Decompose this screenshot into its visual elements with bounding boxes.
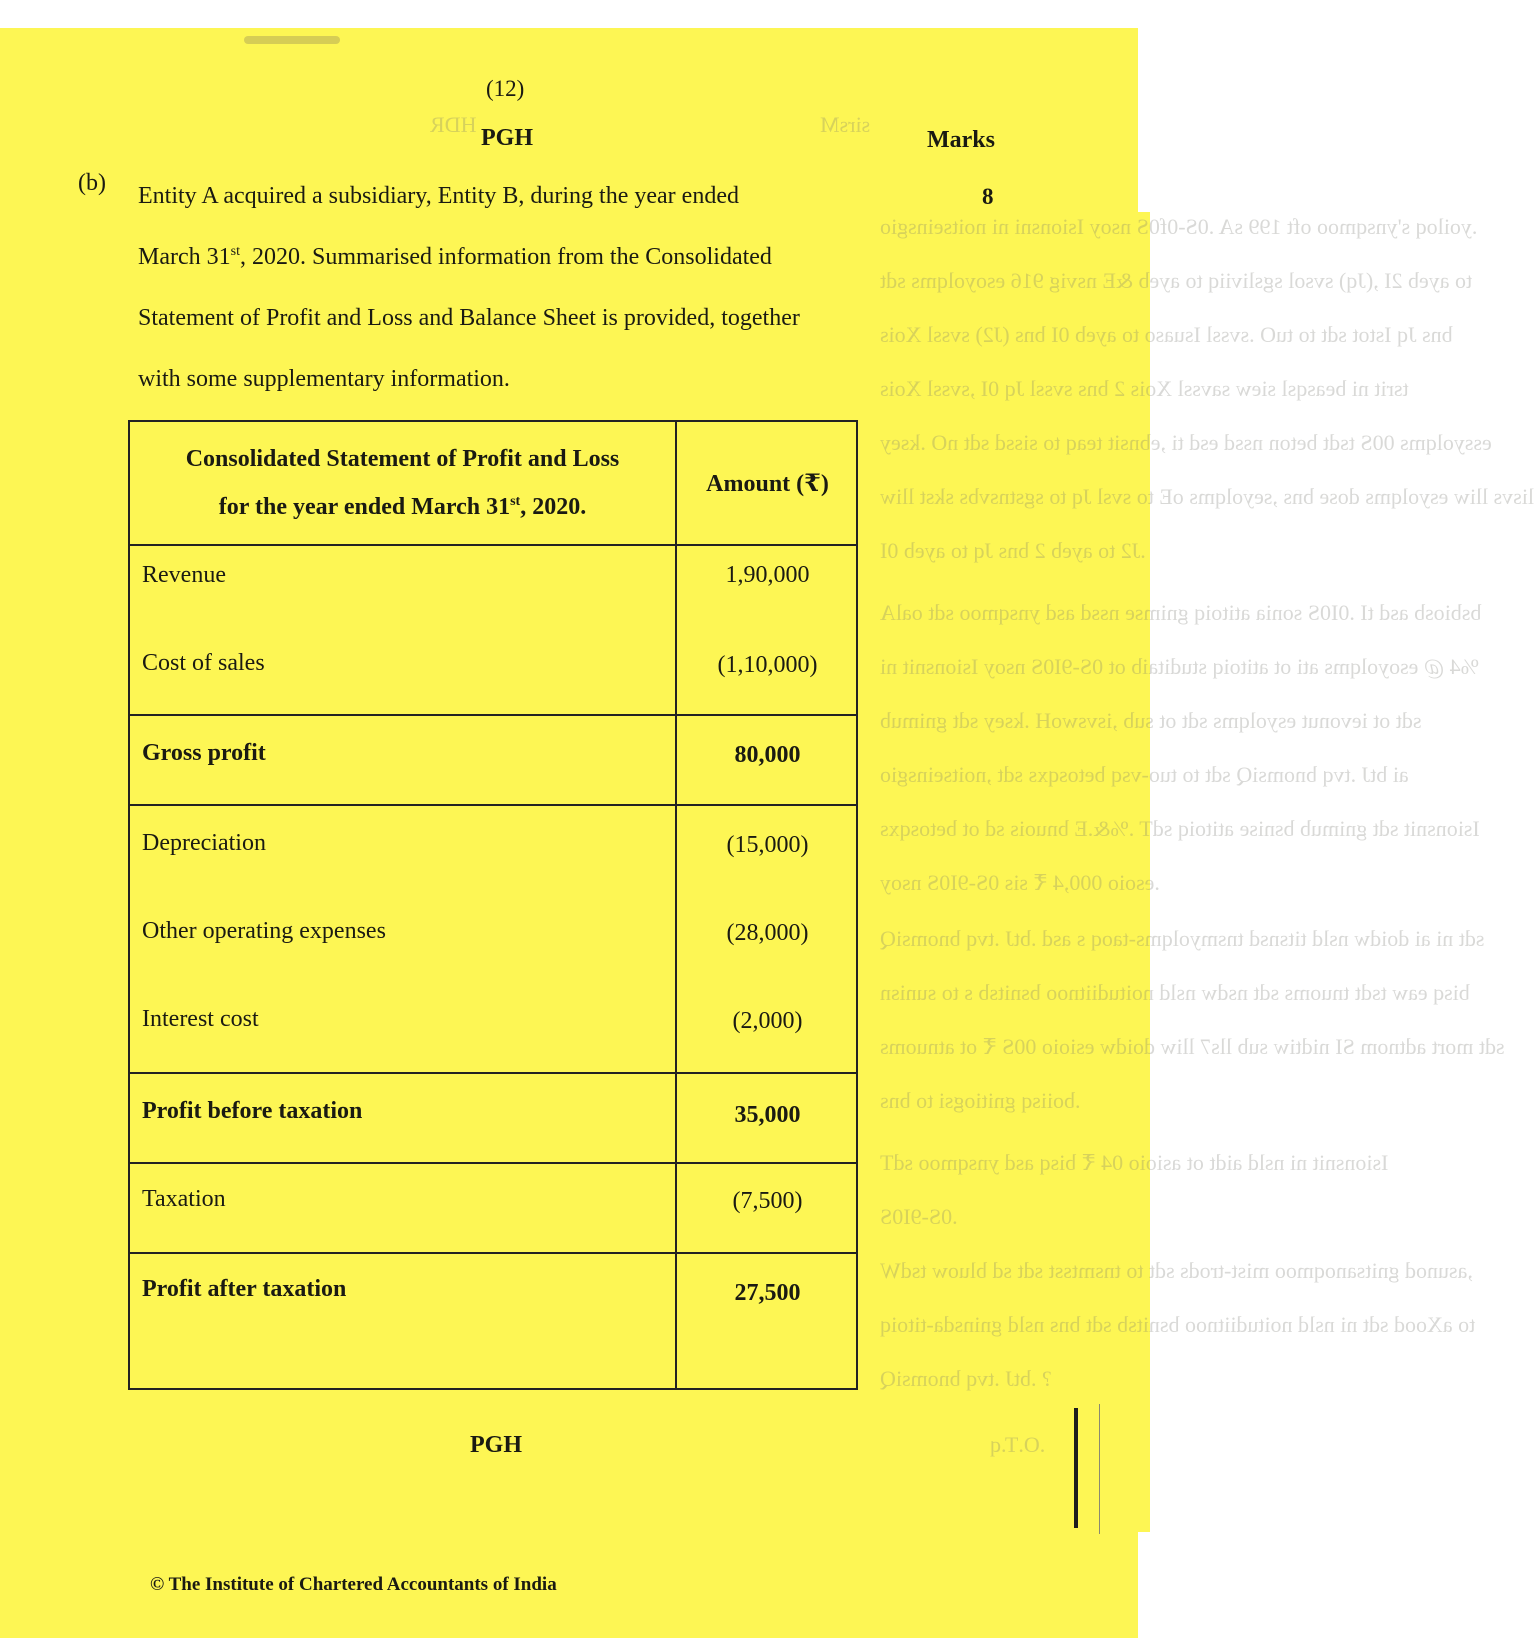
margin-mark xyxy=(1099,1404,1100,1534)
page-sheet-edge xyxy=(1138,212,1150,1532)
row-amount-other-operating-expenses: (28,000) xyxy=(726,920,809,946)
table-header-line xyxy=(219,483,586,531)
row-amount-taxation: (7,500) xyxy=(732,1188,803,1214)
row-label-profit-before-taxation: Profit before taxation xyxy=(142,1098,363,1124)
row-amount-gross-profit: 80,000 xyxy=(734,742,801,768)
profit-loss-table xyxy=(128,420,858,1390)
row-label-other-operating-expenses: Other operating expenses xyxy=(142,918,386,944)
row-label-taxation: Taxation xyxy=(142,1186,226,1212)
question-line: , 2020. Summarised information from the Consolidated xyxy=(239,244,772,270)
question-marks: 8 xyxy=(982,184,994,209)
marks-column-heading: Marks xyxy=(927,127,995,153)
row-divider xyxy=(130,544,856,546)
question-line: March 31 xyxy=(138,244,231,270)
row-divider xyxy=(130,1162,856,1164)
row-label-interest-cost: Interest cost xyxy=(142,1006,259,1032)
row-divider xyxy=(130,1252,856,1254)
ordinal-suffix: st xyxy=(510,494,521,509)
question-text xyxy=(138,166,912,410)
question-line: Statement of Profit and Loss and Balance Sheet is provided, together xyxy=(138,305,800,331)
row-label-profit-after-taxation: Profit after taxation xyxy=(142,1276,347,1302)
table-header-line: Consolidated Statement of Profit and Loss xyxy=(185,446,620,472)
ordinal-suffix: st xyxy=(230,244,240,259)
row-amount-revenue: 1,90,000 xyxy=(725,562,810,588)
row-label-depreciation: Depreciation xyxy=(142,830,266,856)
question-line: with some supplementary information. xyxy=(138,366,510,392)
row-amount-profit-before-taxation: 35,000 xyxy=(734,1102,801,1128)
table-header-text: for the year ended March 31 xyxy=(218,494,511,520)
page-number: (12) xyxy=(486,76,525,101)
footer-paper-code: PGH xyxy=(470,1432,522,1458)
table-header-title xyxy=(130,422,675,544)
row-label-revenue: Revenue xyxy=(142,562,226,588)
margin-mark xyxy=(1074,1408,1078,1528)
question-label: (b) xyxy=(78,170,106,196)
row-amount-profit-after-taxation: 27,500 xyxy=(734,1280,801,1306)
row-amount-interest-cost: (2,000) xyxy=(732,1008,803,1034)
row-divider xyxy=(130,1072,856,1074)
amount-column-header: Amount (₹) xyxy=(706,471,829,497)
scan-smudge xyxy=(244,36,340,44)
question-line: Entity A acquired a subsidiary, Entity B, during the year ended xyxy=(138,183,739,209)
row-divider xyxy=(130,714,856,716)
table-header-text: , 2020. xyxy=(520,494,587,520)
row-amount-cost-of-sales: (1,10,000) xyxy=(717,652,818,678)
row-label-gross-profit: Gross profit xyxy=(142,740,266,766)
copyright-notice: © The Institute of Chartered Accountants of India xyxy=(150,1574,557,1595)
row-amount-depreciation: (15,000) xyxy=(726,832,809,858)
header-paper-code: PGH xyxy=(481,125,533,151)
row-label-cost-of-sales: Cost of sales xyxy=(142,650,265,676)
row-divider xyxy=(130,804,856,806)
